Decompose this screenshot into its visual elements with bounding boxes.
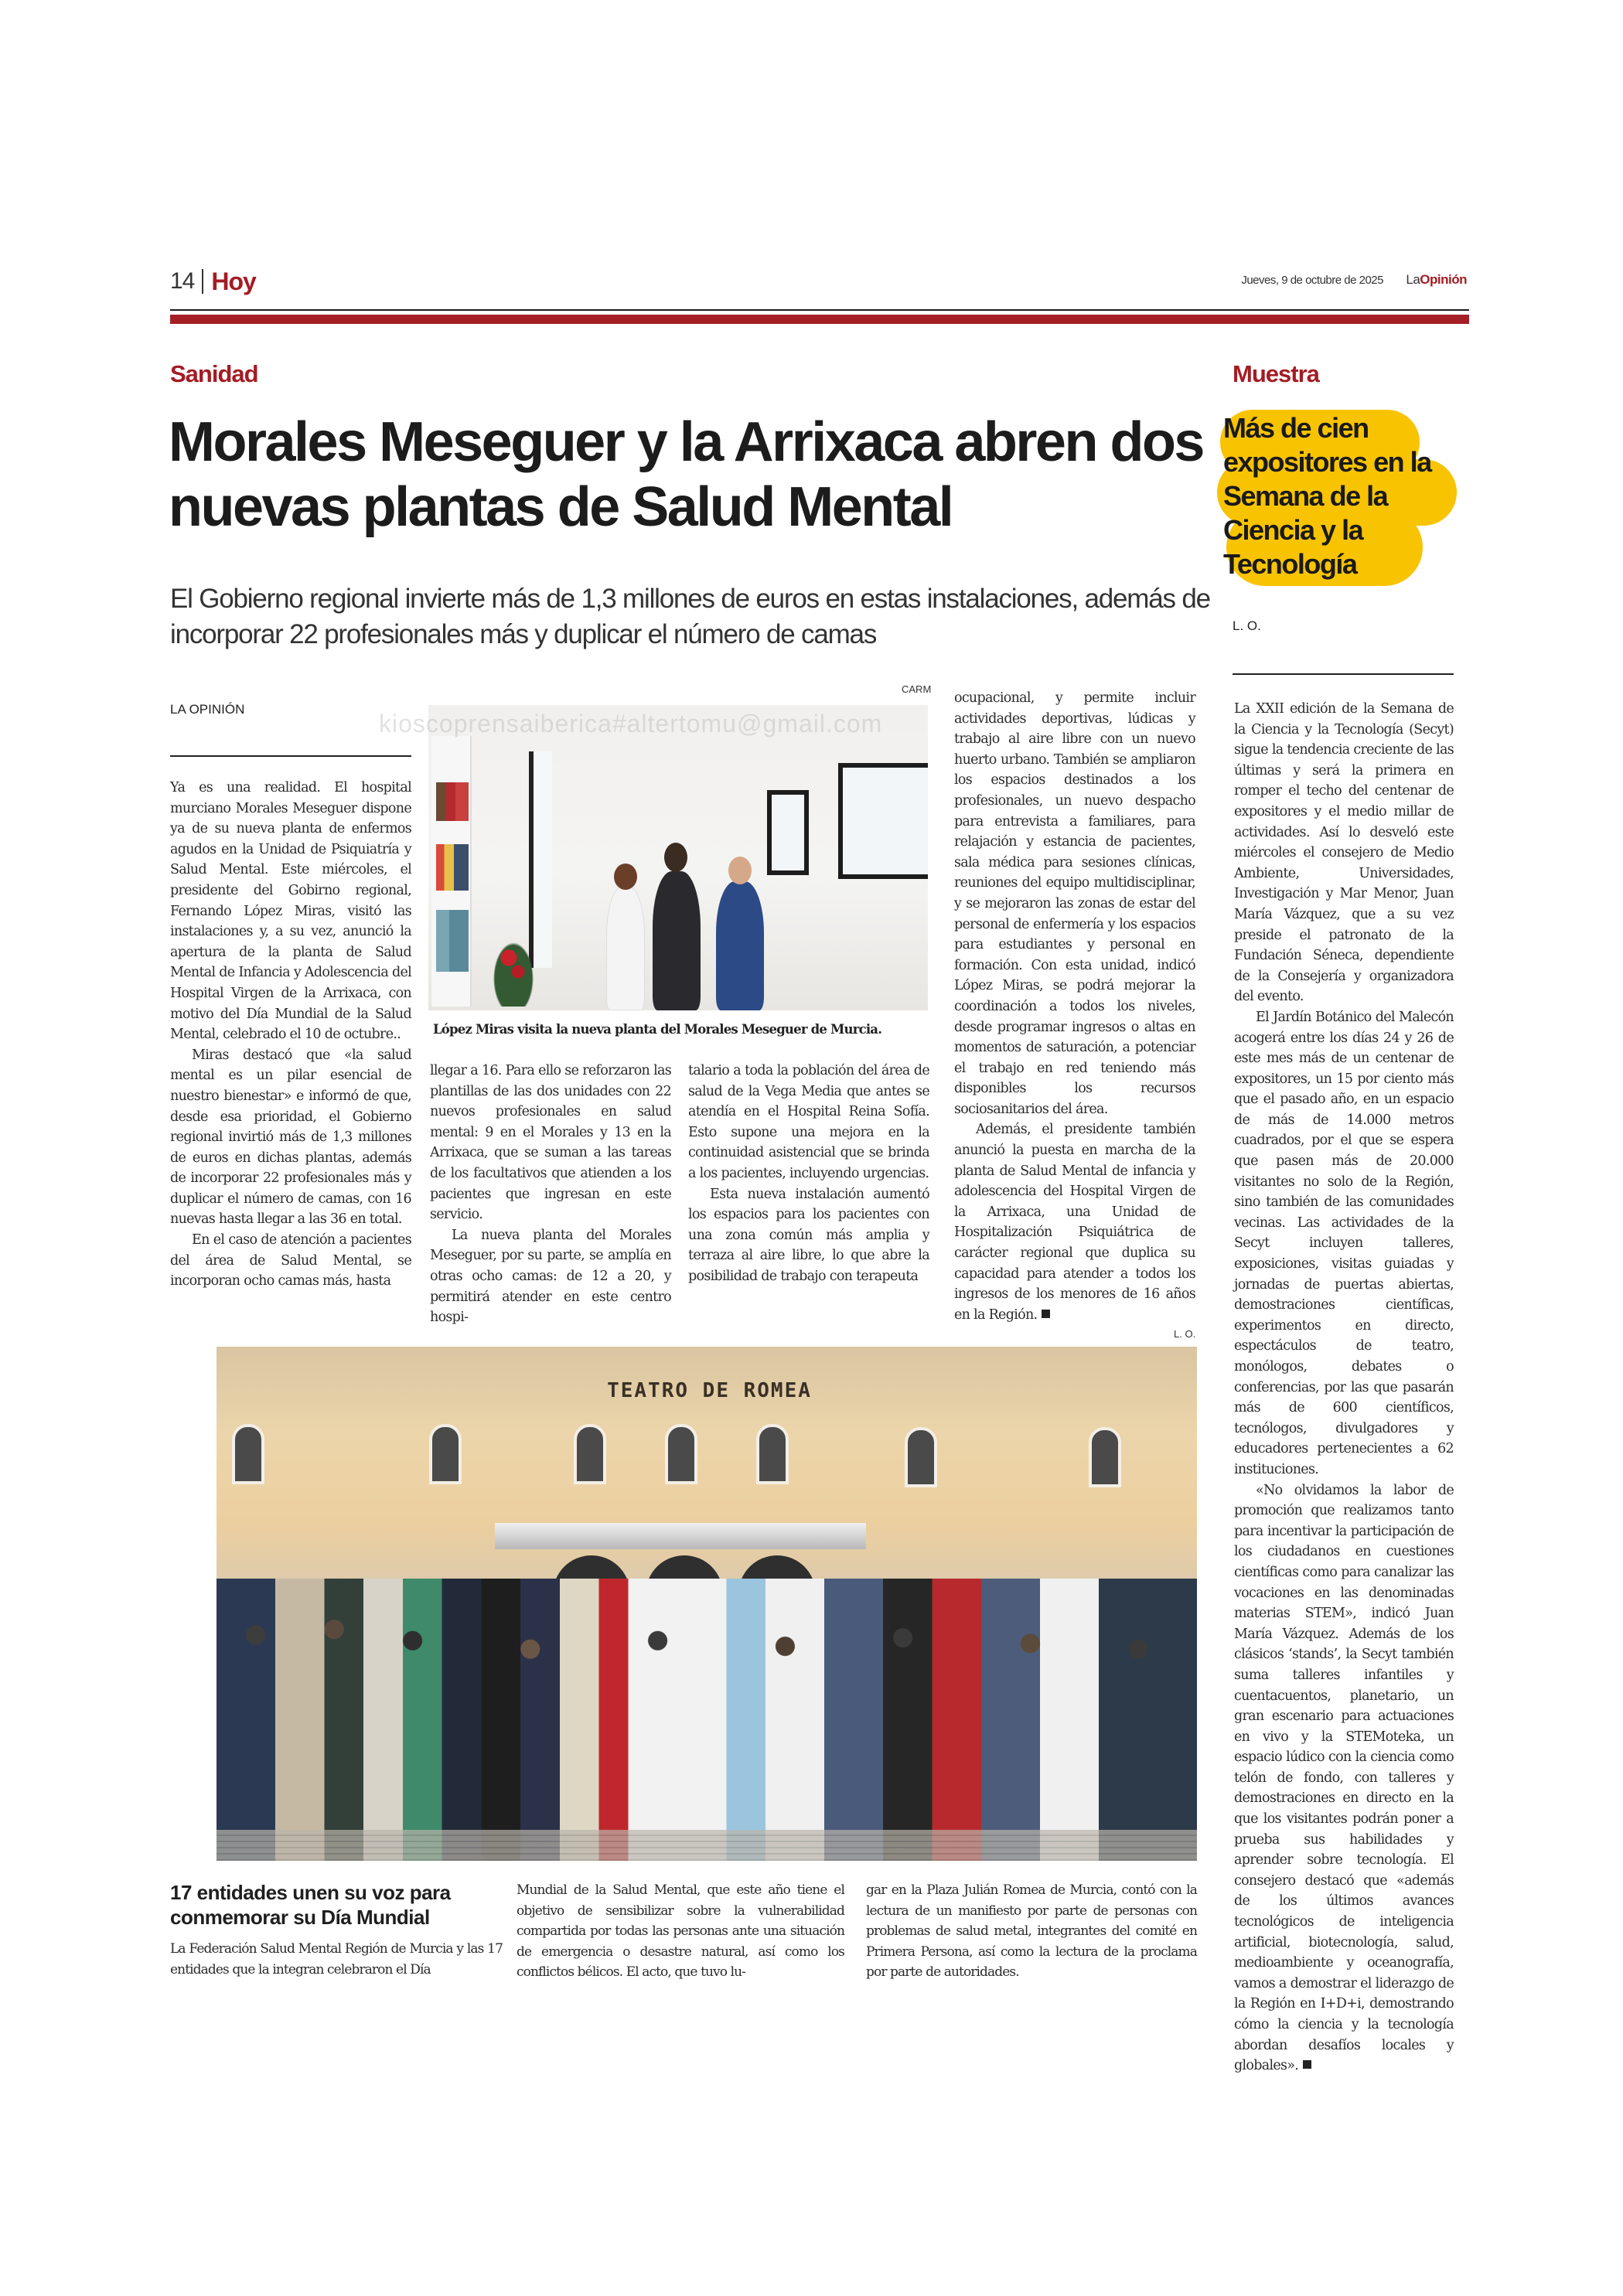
photo-caption: López Miras visita la nueva planta del Morales Meseguer de Murcia. bbox=[433, 1022, 882, 1037]
person-head bbox=[614, 864, 637, 890]
window bbox=[905, 1427, 937, 1487]
flower-plant bbox=[490, 937, 537, 1007]
teatro-romea-group-photo bbox=[217, 1347, 1197, 1861]
end-mark-icon bbox=[1042, 1310, 1050, 1318]
crowd-of-people bbox=[217, 1579, 1197, 1861]
books bbox=[436, 910, 469, 972]
paragraph-last bbox=[1234, 1480, 1454, 2076]
door-frame bbox=[529, 751, 552, 968]
paragraph: La nueva planta del Morales Meseguer, por su parte, se amplía en otras ocho camas: de 12 a 20, y permitirá atender en este centro hospi- bbox=[430, 1227, 671, 1326]
byline-divider bbox=[170, 755, 411, 757]
steps bbox=[217, 1830, 1197, 1861]
bottom-story-column-3: gar en la Plaza Julián Romea de Murcia, contó con la lectura de un manifiesto por parte de personas con problemas de salud metal, integrantes del comité en Primera Persona, así como la lectura de la proclama por parte de autoridades. bbox=[866, 1882, 1197, 1981]
bottom-story-column-2: Mundial de la Salud Mental, que este año tiene el objetivo de sensibilizar sobre la vulnerabilidad compartida por todas las personas ante una situación de emergencia o desastre natural, así como los conflictos bélicos. El acto, que tuvo lu- bbox=[517, 1882, 844, 1981]
brand-name: Opinión bbox=[1420, 272, 1467, 287]
folio-divider bbox=[202, 269, 203, 294]
sidebar-column bbox=[1234, 699, 1454, 2076]
paragraph: En el caso de atención a pacientes del área de Salud Mental, se incorporan ocho camas más, hasta bbox=[170, 1232, 411, 1289]
person-head bbox=[728, 857, 752, 884]
person-blue-suit bbox=[716, 881, 764, 1010]
article-column-1 bbox=[170, 778, 411, 1292]
books bbox=[436, 844, 469, 891]
paragraph: Esta nueva instalación aumentó los espacios para los pacientes con una zona común más amplia y terraza al aire libre, lo que abre la posibilidad de trabajo con terapeuta bbox=[688, 1186, 929, 1284]
window bbox=[838, 763, 928, 879]
watermark: kioscoprensaiberica#altertomu@gmail.com bbox=[379, 710, 883, 738]
paragraph: Ya es una realidad. El hospital murciano Morales Meseguer dispone ya de su nueva planta de enfermos agudos en la Unidad de Psiquiatría y Salud Mental. Este miércoles, el presidente del Gobirno regional, Fernando López Miras, visitó las instalaciones y, a su vez, anunció la apertura de la planta de Salud Mental de Infancia y Adolescencia del Hospital Virgen de la Arrixaca, con motivo del Día Mundial de la Salud Mental, celebrado el 10 de octubre.. bbox=[170, 780, 411, 1043]
article-column-4 bbox=[954, 688, 1195, 1325]
entrance-canopy bbox=[495, 1523, 866, 1549]
header-rule bbox=[170, 309, 1469, 311]
person-head bbox=[664, 843, 687, 872]
window bbox=[665, 1424, 697, 1484]
window bbox=[756, 1424, 789, 1484]
subheadline: El Gobierno regional invierte más de 1,3 millones de euros en estas instalaciones, además de incorporar 22 profesionales más y duplicar el número de camas bbox=[170, 584, 1210, 649]
article-column-3 bbox=[688, 1061, 929, 1287]
section-name: Hoy bbox=[211, 267, 256, 295]
paragraph: ocupacional, y permite incluir actividades deportivas, lúdicas y trabajo al aire libre con un nuevo huerto urbano. También se ampliaron los espacios destinados a los profesionales, un nuevo despacho para entrevista a familiares, para relajación y estancia de pacientes, sala médica para sesiones clínicas, reuniones del equipo multidisciplinar, y se mejoraron las zonas de estar del personal de enfermería y los espacios para estudiantes y personal en formación. Con esta unidad, indicó López Miras, se podrá mejorar la coordinación a todos los niveles, desde programar ingresos o altas en momentos de saturación, a potenciar el trabajo en red teniendo más disponibles los recursos sociosanitarios del área. bbox=[954, 690, 1195, 1117]
publication-date: Jueves, 9 de octubre de 2025 bbox=[1241, 274, 1383, 287]
bottom-story-title: 17 entidades unen su voz para conmemorar su Día Mundial bbox=[170, 1881, 451, 1929]
byline: LA OPINIÓN bbox=[170, 702, 245, 717]
section-label-muestra: Muestra bbox=[1233, 360, 1319, 387]
paragraph: talario a toda la población del área de salud de la Vega Media que antes se atendía en el Hospital Reina Sofía. Esto supone una mejora en la continuidad asistencial que se brinda a los pacientes, incluyendo urgencias. bbox=[688, 1063, 929, 1181]
article-column-2 bbox=[430, 1061, 671, 1328]
paragraph: El Jardín Botánico del Malecón acogerá entre los días 24 y 26 de este mes más de un centenar de expositores, un 15 por ciento más que el pasado año, en un espacio de más de 14.000 metros cuadrados, por el que se espera que pasen más de 20.000 visitantes no solo de la Región, sino también de las comunidades vecinas. Las actividades de la Secyt incluyen talleres, exposiciones, visitas guiadas y jornadas de puertas abiertas, demostraciones científicas, experimentos en directo, espectáculos de teatro, monólogos, debates o conferencias, por las que pasarán más de 600 científicos, tecnólogos, divulgadores y educadores pertenecientes a 62 instituciones. bbox=[1234, 1009, 1454, 1477]
sidebar-title: Más de cien expositores en la Semana de la Ciencia y la Tecnología bbox=[1223, 412, 1431, 580]
header-red-band bbox=[170, 315, 1469, 324]
bottom-story-column-1: La Federación Salud Mental Región de Murcia y las 17 entidades que la integran celebraron el Día bbox=[170, 1941, 503, 1977]
page-number: 14 bbox=[170, 268, 195, 294]
person-white-coat bbox=[606, 887, 645, 1010]
photo-credit-bottom: L. O. bbox=[1174, 1328, 1196, 1340]
window bbox=[1089, 1427, 1121, 1487]
paragraph: Además, el presidente también anunció la puesta en marcha de la planta de Salud Mental de infancia y adolescencia del Hospital Virgen de la Arrixaca, una Unidad de Hospitalización Psiquiátrica de carácter regional que duplica su capacidad para atender a todos los ingresos de los menores de 16 años en la Región. bbox=[954, 1122, 1195, 1323]
brand-logo bbox=[1406, 272, 1467, 288]
bookshelf bbox=[431, 736, 472, 1007]
paragraph: «No olvidamos la labor de promoción que realizamos tanto para incentivar la participación de los ciudadanos en cuestiones científicas como para canalizar las vocaciones en las denominadas materias STEM», indicó Juan María Vázquez. Además de los clásicos ‘stands’, la Secyt también suma talleres infantiles y cuentacuentos, planetario, un gran escenario para actuaciones en vivo y la STEMoteka, un espacio lúdico con la ciencia como telón de fondo, con talleres y demostraciones en directo en la que los visitantes podrán poner a prueba sus habilidades y aprender sobre tecnología. El consejero destacó que «además de los últimos avances tecnológicos de inteligencia artificial, biotecnología, salud, medioambiente y oceanografía, vamos a demostrar el liderazgo de la Región en I+D+i, demostrando cómo la ciencia y la tecnología abordan desafíos locales y globales». bbox=[1234, 1482, 1454, 2074]
window bbox=[429, 1424, 462, 1484]
page-folio bbox=[170, 266, 256, 297]
window bbox=[767, 790, 809, 875]
paragraph-last bbox=[954, 1119, 1195, 1325]
photo-credit: CARM bbox=[902, 683, 932, 695]
theatre-sign: TEATRO DE ROMEA bbox=[607, 1379, 812, 1402]
person-dark-suit bbox=[653, 871, 701, 1010]
paragraph: La XXII edición de la Semana de la Ciencia y la Tecnología (Secyt) sigue la tendencia creciente de las últimas y será la primera en romper el techo del centenar de expositores y el medio millar de actividades. Así lo desveló este miércoles el consejero de Medio Ambiente, Universidades, Investigación y Mar Menor, Juan María Vázquez, que a su vez preside el patronato de la Fundación Séneca, dependiente de la Consejería y organizadora del evento. bbox=[1234, 701, 1454, 1005]
headline: Morales Meseguer y la Arrixaca abren dos nuevas plantas de Salud Mental bbox=[169, 411, 1203, 538]
end-mark-icon bbox=[1303, 2060, 1311, 2069]
window bbox=[232, 1424, 264, 1484]
sidebar-divider bbox=[1233, 673, 1454, 675]
paragraph: Miras destacó que «la salud mental es un pilar esencial de nuestro bienestar» e informó de que, desde esa prioridad, el Gobierno regional invirtió más de 1,3 millones de euros en dichas plantas, además de incorporar 22 profesionales más y duplicar el número de camas, con 16 nuevas hasta llegar a las 36 en total. bbox=[170, 1047, 411, 1228]
hospital-visit-photo bbox=[428, 705, 928, 1010]
window bbox=[574, 1424, 606, 1484]
section-label-sanidad: Sanidad bbox=[170, 360, 258, 387]
sidebar-byline: L. O. bbox=[1233, 618, 1261, 633]
paragraph: llegar a 16. Para ello se reforzaron las plantillas de las dos unidades con 22 nuevos profesionales en salud mental: 9 en el Morales y 13 en la Arrixaca, que se suman a las tareas de los facultativos que atienden a los pacientes que ingresan en este servicio. bbox=[430, 1063, 671, 1223]
books bbox=[436, 782, 469, 821]
brand-prefix: La bbox=[1406, 272, 1420, 287]
